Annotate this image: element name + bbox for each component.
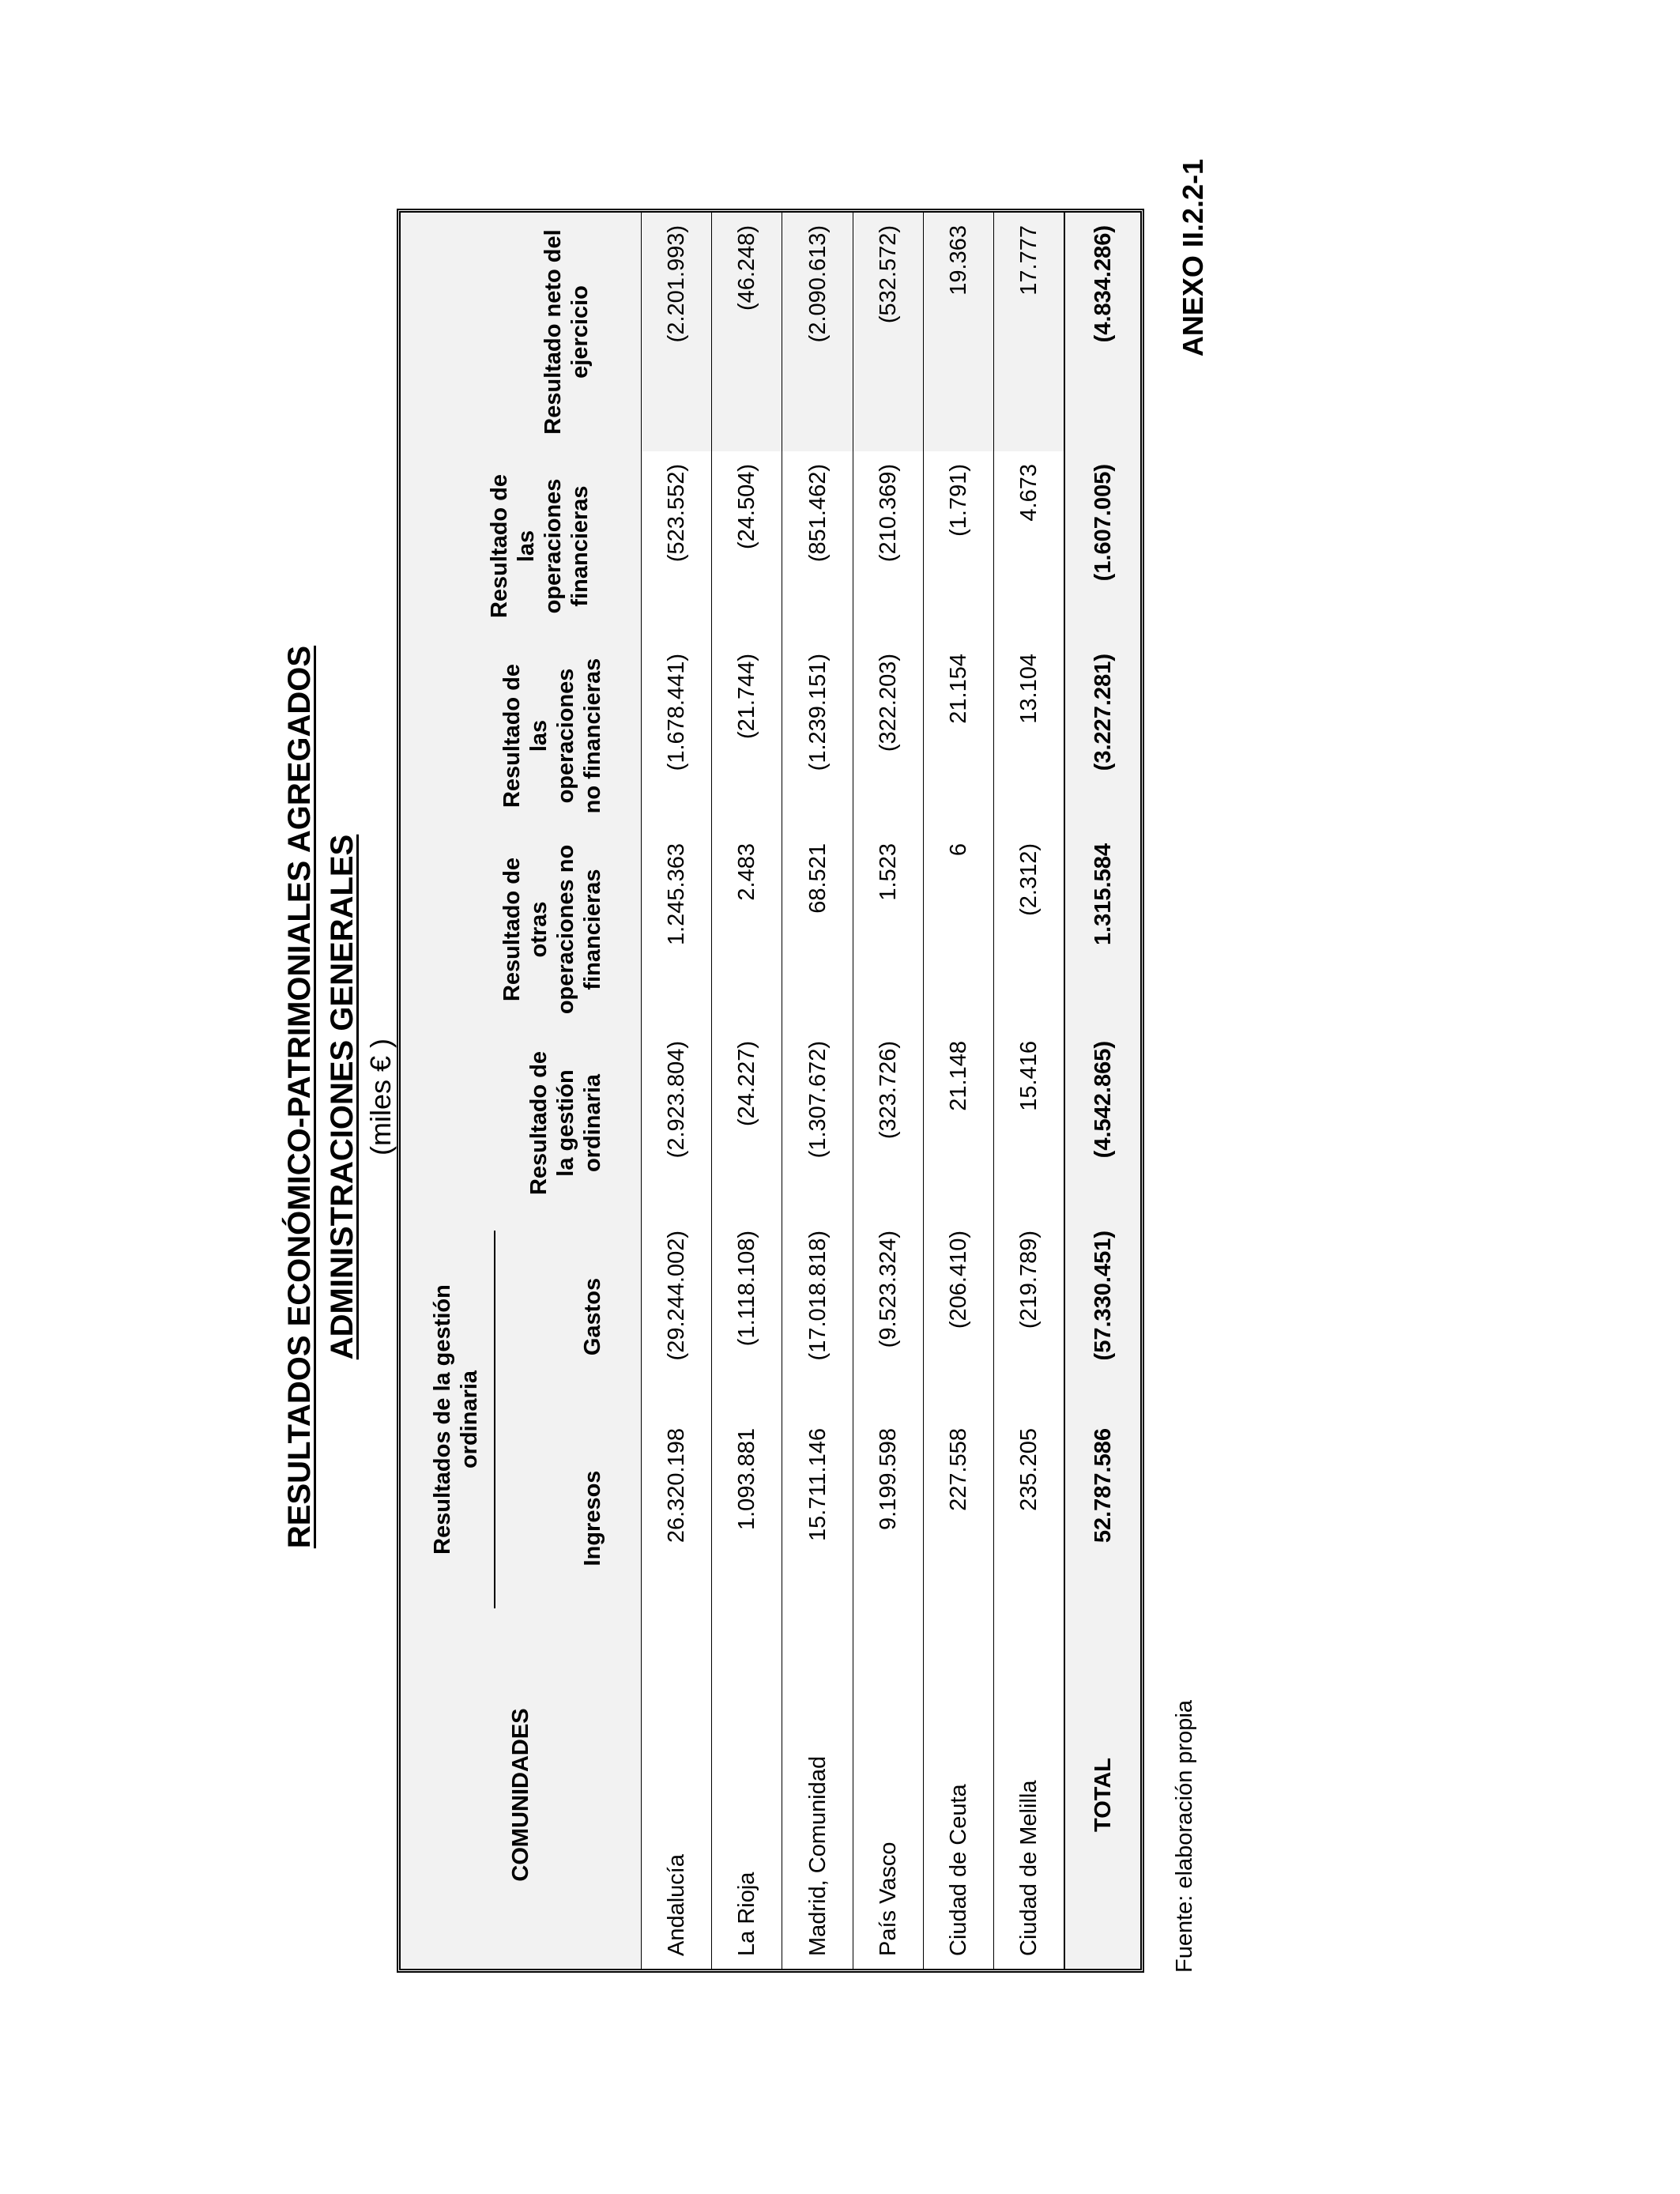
- cell-gastos: (206.410): [923, 1218, 993, 1416]
- cell-res-neto: (2.201.993): [642, 213, 712, 451]
- cell-ingresos: 1.093.881: [712, 1416, 782, 1621]
- cell-res-gestion: (2.923.804): [642, 1028, 712, 1218]
- cell-res-gestion: 15.416: [994, 1028, 1065, 1218]
- row-name: TOTAL: [1064, 1621, 1140, 1969]
- cell-res-neto: (2.090.613): [782, 213, 853, 451]
- cell-res-fin: (24.504): [712, 451, 782, 641]
- cell-ingresos: 227.558: [923, 1416, 993, 1621]
- header-res-gestion: Resultado de la gestión ordinaria: [401, 1028, 642, 1218]
- annex-label: ANEXO II.2.2-1: [1177, 159, 1209, 357]
- cell-res-fin: (1.607.005): [1064, 451, 1140, 641]
- cell-res-no-fin: 13.104: [994, 641, 1065, 831]
- cell-gastos: (57.330.451): [1064, 1218, 1140, 1416]
- header-res-neto: Resultado neto del ejercicio: [401, 213, 642, 451]
- header-comunidades: COMUNIDADES: [401, 1621, 642, 1969]
- cell-res-otras: 2.483: [712, 831, 782, 1028]
- title-line-1: RESULTADOS ECONÓMICO-PATRIMONIALES AGREGADOS: [282, 645, 317, 1549]
- row-name: La Rioja: [712, 1621, 782, 1969]
- cell-ingresos: 235.205: [994, 1416, 1065, 1621]
- cell-gastos: (9.523.324): [853, 1218, 923, 1416]
- cell-res-otras: 1.523: [853, 831, 923, 1028]
- cell-res-no-fin: (1.239.151): [782, 641, 853, 831]
- title-line-2: ADMINISTRACIONES GENERALES: [325, 834, 360, 1360]
- cell-res-no-fin: (21.744): [712, 641, 782, 831]
- cell-res-no-fin: (3.227.281): [1064, 641, 1140, 831]
- cell-res-no-fin: (1.678.441): [642, 641, 712, 831]
- cell-res-gestion: (4.542.865): [1064, 1028, 1140, 1218]
- cell-res-gestion: (24.227): [712, 1028, 782, 1218]
- table-total-row: [1064, 213, 1140, 1969]
- cell-res-otras: 1.315.584: [1064, 831, 1140, 1028]
- cell-res-otras: 1.245.363: [642, 831, 712, 1028]
- row-name: Ciudad de Ceuta: [923, 1621, 993, 1969]
- row-name: Andalucía: [642, 1621, 712, 1969]
- cell-res-gestion: (1.307.672): [782, 1028, 853, 1218]
- table-row: [853, 213, 923, 1969]
- cell-res-neto: (46.248): [712, 213, 782, 451]
- cell-res-fin: (210.369): [853, 451, 923, 641]
- cell-ingresos: 9.199.598: [853, 1416, 923, 1621]
- cell-res-gestion: 21.148: [923, 1028, 993, 1218]
- page-title: [278, 0, 363, 2194]
- cell-res-no-fin: (322.203): [853, 641, 923, 831]
- cell-gastos: (219.789): [994, 1218, 1065, 1416]
- cell-res-otras: (2.312): [994, 831, 1065, 1028]
- table-row: [712, 213, 782, 1969]
- cell-res-neto: 19.363: [923, 213, 993, 451]
- cell-res-fin: (1.791): [923, 451, 993, 641]
- row-name: Madrid, Comunidad: [782, 1621, 853, 1969]
- cell-gastos: (17.018.818): [782, 1218, 853, 1416]
- cell-res-otras: 6: [923, 831, 993, 1028]
- table-row: [923, 213, 993, 1969]
- cell-res-otras: 68.521: [782, 831, 853, 1028]
- cell-gastos: (1.118.108): [712, 1218, 782, 1416]
- row-name: País Vasco: [853, 1621, 923, 1969]
- table-row: [782, 213, 853, 1969]
- cell-res-fin: 4.673: [994, 451, 1065, 641]
- cell-res-fin: (851.462): [782, 451, 853, 641]
- table-row: [642, 213, 712, 1969]
- table-row: [994, 213, 1065, 1969]
- row-name: Ciudad de Melilla: [994, 1621, 1065, 1969]
- cell-ingresos: 15.711.146: [782, 1416, 853, 1621]
- header-res-no-fin: Resultado de las operaciones no financieras: [401, 641, 642, 831]
- table-body: [642, 213, 1141, 1969]
- header-res-otras: Resultado de otras operaciones no financieras: [401, 831, 642, 1028]
- cell-ingresos: 26.320.198: [642, 1416, 712, 1621]
- cell-res-neto: (532.572): [853, 213, 923, 451]
- results-table-frame: [397, 209, 1144, 1973]
- header-ingresos: Ingresos: [503, 1416, 642, 1621]
- cell-res-neto: (4.834.286): [1064, 213, 1140, 451]
- units-label: (miles € ): [364, 1039, 397, 1156]
- header-group-gestion: Resultados de la gestión ordinaria: [401, 1218, 503, 1621]
- cell-res-no-fin: 21.154: [923, 641, 993, 831]
- source-note: Fuente: elaboración propia: [1172, 1699, 1197, 1973]
- results-table: [401, 213, 1140, 1969]
- cell-res-neto: 17.777: [994, 213, 1065, 451]
- cell-res-fin: (523.552): [642, 451, 712, 641]
- header-gastos: Gastos: [503, 1218, 642, 1416]
- header-res-fin: Resultado de las operaciones financieras: [401, 451, 642, 641]
- cell-res-gestion: (323.726): [853, 1028, 923, 1218]
- cell-ingresos: 52.787.586: [1064, 1416, 1140, 1621]
- cell-gastos: (29.244.002): [642, 1218, 712, 1416]
